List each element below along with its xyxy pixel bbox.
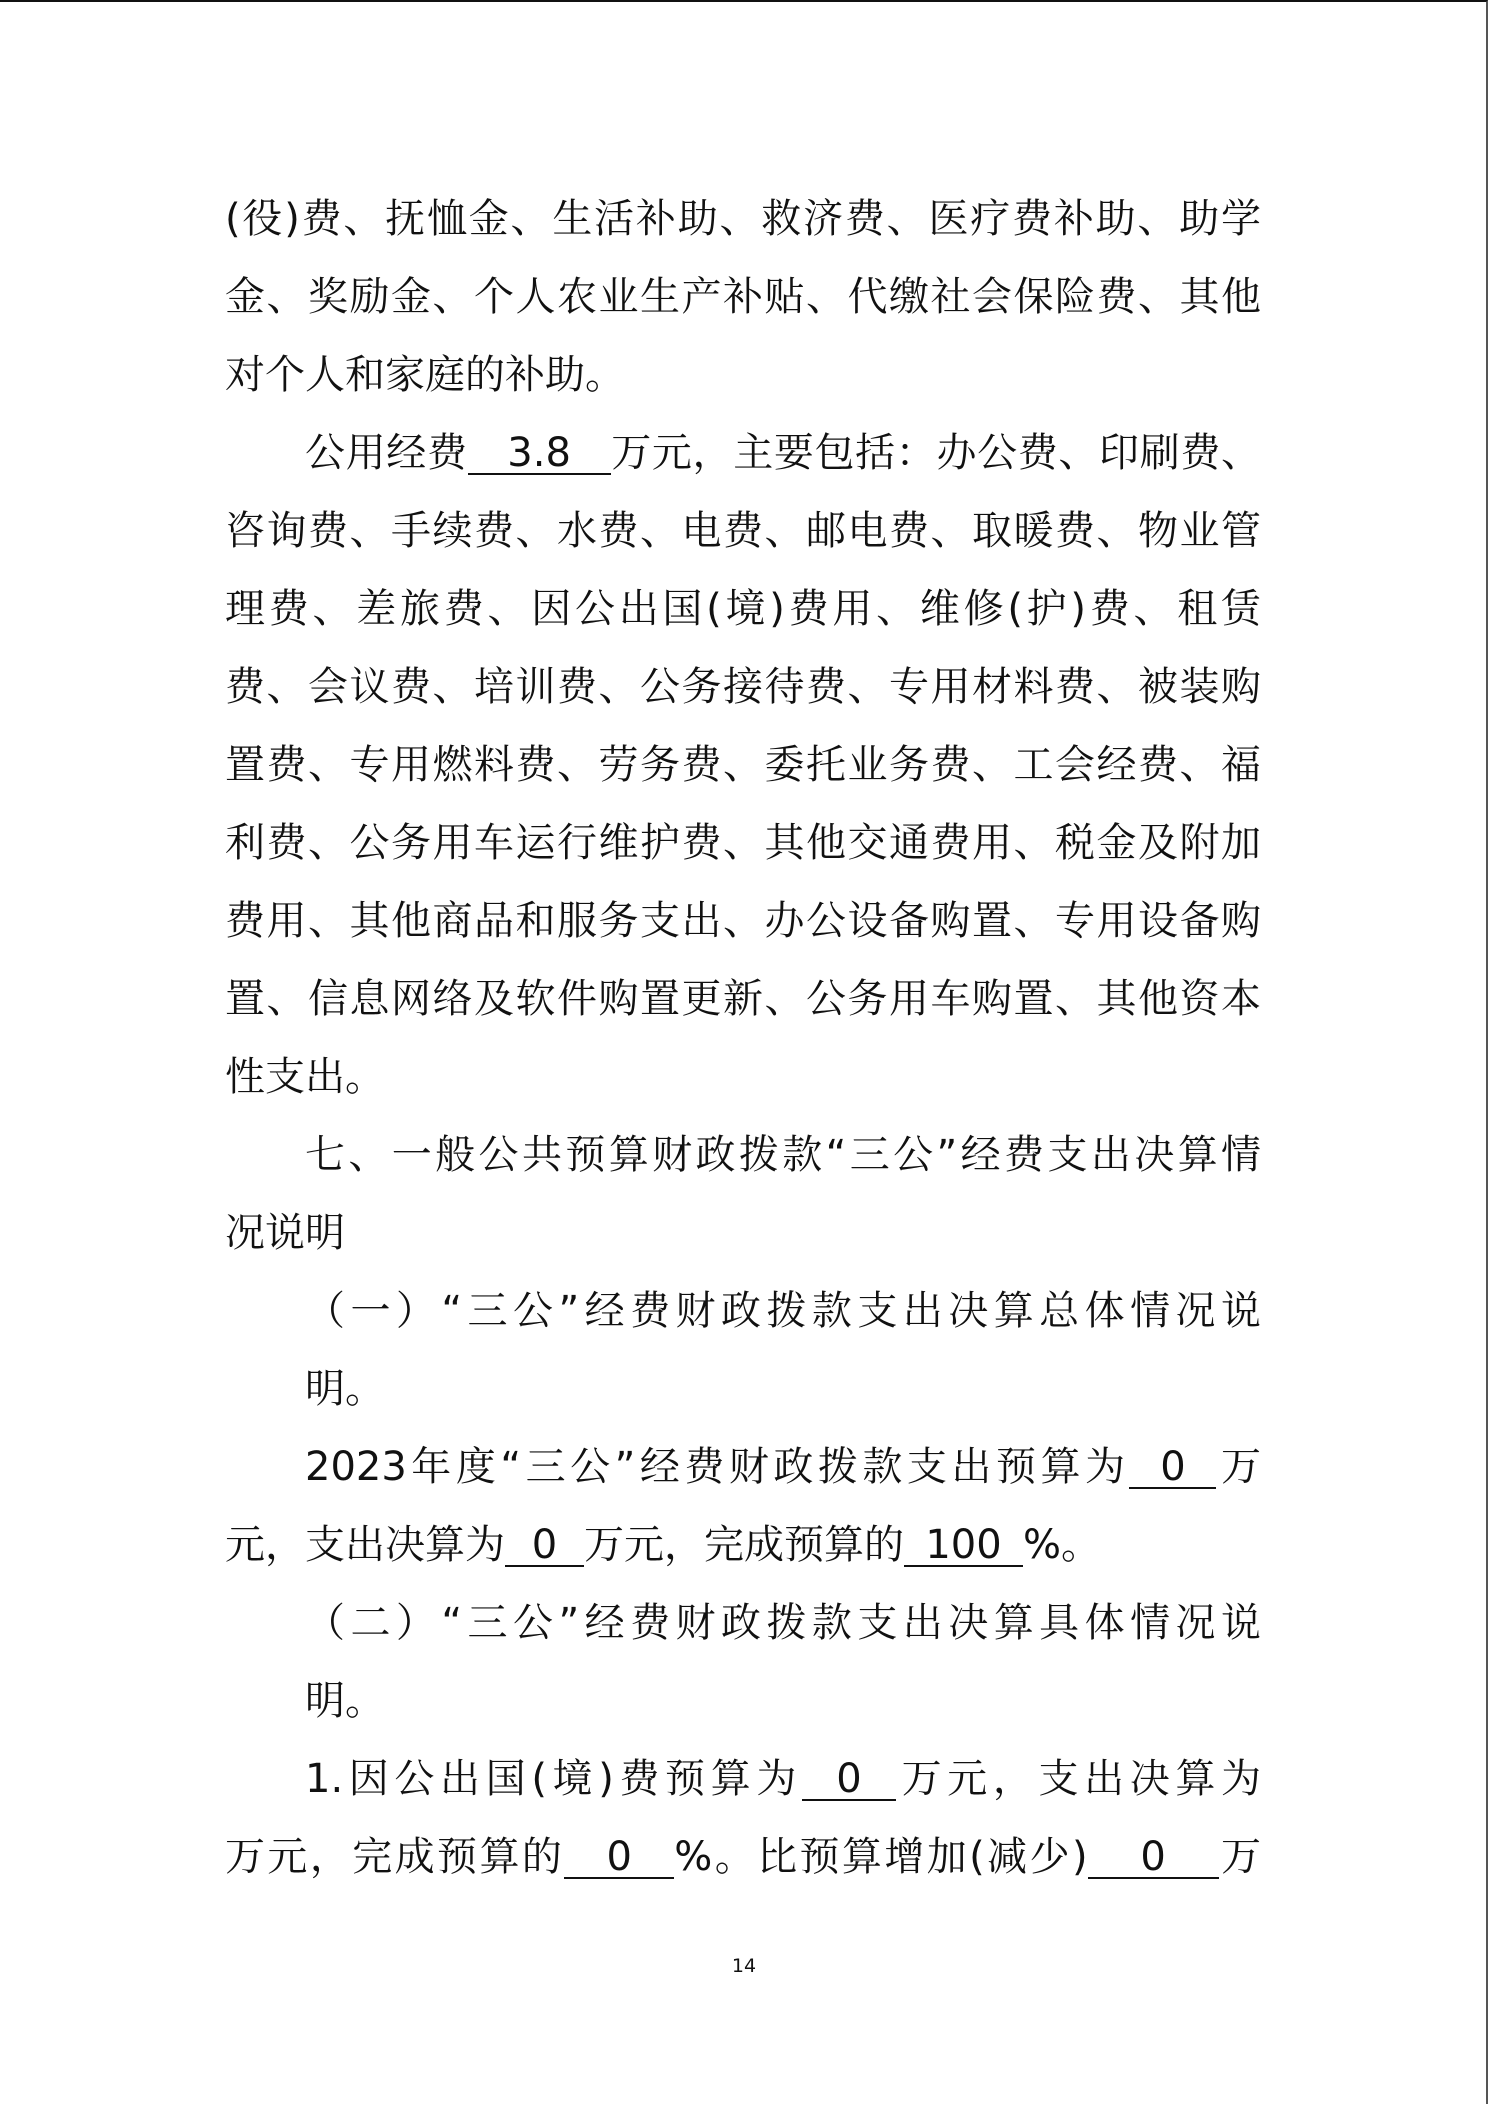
subsection-1-heading-line-1: （一）“三公”经费财政拨款支出决算总体情况说 (305, 1288, 1261, 1334)
overall-final-line (225, 1506, 1261, 1584)
public-funds-text-line-1: 咨询费、手续费、水费、电费、邮电费、取暖费、物业管 (225, 508, 1261, 554)
overall-budget-line (225, 1428, 1261, 1506)
subsection-2-heading-line-1: （二）“三公”经费财政拨款支出决算具体情况说 (305, 1600, 1261, 1646)
subsidy-text-line-1: (役)费、抚恤金、生活补助、救济费、医疗费补助、助学 (225, 196, 1261, 242)
overall-completion-unit: %。 (1023, 1522, 1102, 1568)
document-body (225, 180, 1261, 1896)
travel-abroad-completion-unit: %。 (674, 1834, 758, 1880)
public-funds-text-line-4: 置费、专用燃料费、劳务费、委托业务费、工会经费、福 (225, 742, 1261, 788)
public-funds-text-line-8: 性支出。 (225, 1054, 385, 1100)
page-number: 14 (731, 1955, 757, 1977)
overall-final-value: 0 (505, 1525, 584, 1567)
overall-budget-text: 2023年度“三公”经费财政拨款支出预算为 (305, 1444, 1130, 1490)
travel-abroad-final-text: 万元，支出决算为 (895, 1756, 1262, 1802)
overall-budget-unit: 万 (1216, 1444, 1261, 1490)
travel-abroad-budget-text: 1.因公出国(境)费预算为 (305, 1756, 802, 1802)
overall-budget-value: 0 (1129, 1447, 1216, 1489)
public-funds-text-line-6: 费用、其他商品和服务支出、办公设备购置、专用设备购 (225, 898, 1261, 944)
subsidy-text-line-3: 对个人和家庭的补助。 (225, 352, 625, 398)
travel-abroad-budget-value: 0 (802, 1759, 896, 1801)
travel-abroad-completion-line (225, 1818, 1261, 1896)
public-funds-label: 公用经费 (305, 430, 468, 476)
public-funds-text-line-3: 费、会议费、培训费、公务接待费、专用材料费、被装购 (225, 664, 1261, 710)
overall-completion-value: 100 (904, 1525, 1023, 1567)
overall-final-text: 元，支出决算为 (225, 1522, 505, 1568)
public-funds-line (225, 414, 1261, 492)
subsidy-text-line-2: 金、奖励金、个人农业生产补贴、代缴社会保险费、其他 (225, 274, 1261, 320)
overall-completion-text: 万元，完成预算的 (584, 1522, 904, 1568)
travel-abroad-completion-value: 0 (564, 1837, 674, 1879)
public-funds-text-line-7: 置、信息网络及软件购置更新、公务用车购置、其他资本 (225, 976, 1261, 1022)
travel-abroad-change-value: 0 (1088, 1837, 1219, 1879)
public-funds-text-line-2: 理费、差旅费、因公出国(境)费用、维修(护)费、租赁 (225, 586, 1261, 632)
section-7-heading-line-1: 七、一般公共预算财政拨款“三公”经费支出决算情 (305, 1132, 1261, 1178)
subsection-1-heading-line-2: 明。 (305, 1366, 385, 1412)
public-funds-amount: 3.8 (468, 433, 611, 475)
public-funds-scope-text: 万元，主要包括：办公费、印刷费、 (610, 430, 1262, 476)
section-7-heading-line-2: 况说明 (225, 1210, 345, 1256)
travel-abroad-completion-text: 万元，完成预算的 (225, 1834, 565, 1880)
subsection-2-heading-line-2: 明。 (305, 1678, 385, 1724)
travel-abroad-change-unit: 万 (1218, 1834, 1262, 1880)
travel-abroad-budget-line (225, 1740, 1261, 1818)
travel-abroad-change-text: 比预算增加(减少) (757, 1834, 1088, 1880)
public-funds-text-line-5: 利费、公务用车运行维护费、其他交通费用、税金及附加 (225, 820, 1261, 866)
